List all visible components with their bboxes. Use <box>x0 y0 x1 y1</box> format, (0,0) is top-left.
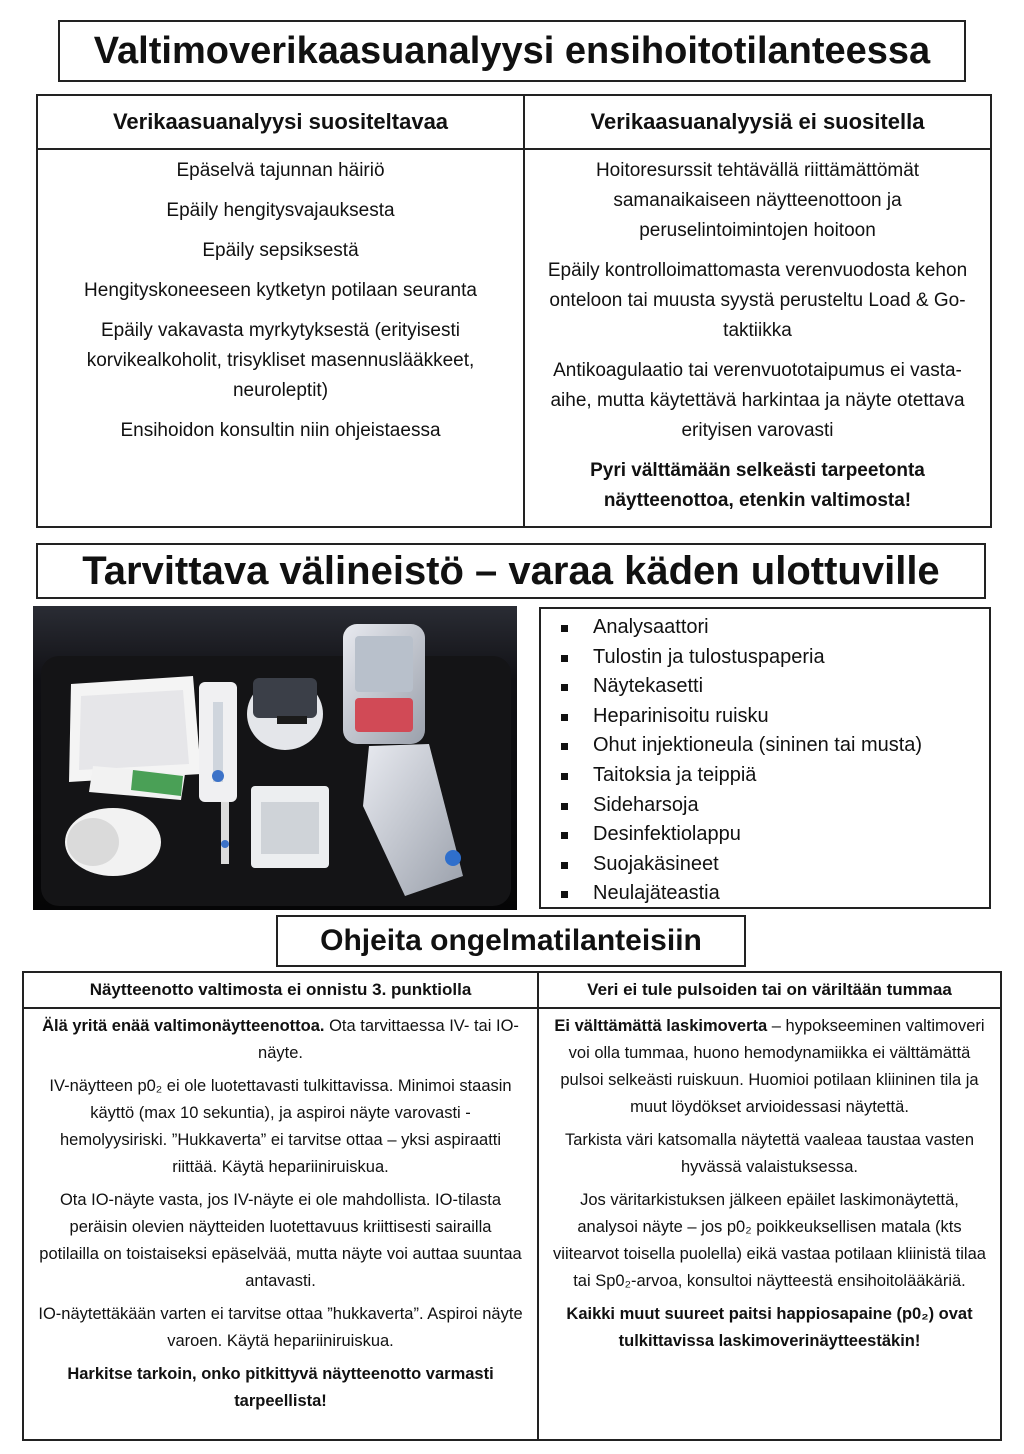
recommended-item: Epäselvä tajunnan häiriö <box>176 160 385 181</box>
equipment-item: Sideharsoja <box>551 791 979 821</box>
dark-blood-column <box>539 973 1000 1439</box>
recommended-item: Epäily vakavasta myrkytyksestä (erityisesti korvikealkoholit, trisykliset masennuslääkkeet, neuroleptit) <box>86 320 475 401</box>
failed-puncture-lead-rest: Ota tarvittaessa IV- tai IO-näyte. <box>258 1017 519 1062</box>
dark-blood-lead: Ei välttämättä laskimoverta <box>554 1017 768 1035</box>
recommended-heading: Verikaasuanalyysi suositeltavaa <box>38 96 523 150</box>
page-title <box>58 20 966 82</box>
recommended-item: Ensihoidon konsultin niin ohjeistaessa <box>120 420 441 441</box>
equipment-item: Suojakäsineet <box>551 850 979 880</box>
failed-puncture-paragraph: IV-näytteen p0₂ ei ole luotettavasti tulkittavissa. Minimoi staasin käyttö (max 10 sekuntia), ja aspiroi näyte varovasti - hemolyysiriski. ”Hukkaverta” ei tarvitse ottaa – yksi aspiraatti riittää. Käytä hepariiniruiskua. <box>49 1077 512 1176</box>
problems-title <box>276 915 746 967</box>
failed-puncture-paragraph: Ota IO-näyte vasta, jos IV-näyte ei ole mahdollista. IO-tilasta peräisin olevien näytteiden luotettavuus kriittisesti sairailla potilailla on toistaiseksi epäselvää, mutta näyte voi auttaa suuntaa antavasti. <box>39 1191 522 1290</box>
not-recommended-heading: Verikaasuanalyysiä ei suositella <box>525 96 990 150</box>
equipment-photo <box>33 606 517 910</box>
equipment-item: Heparinisoitu ruisku <box>551 702 979 732</box>
recommended-item: Hengityskoneeseen kytketyn potilaan seuranta <box>84 280 477 301</box>
dark-blood-text <box>539 1009 1000 1355</box>
equipment-title-text: Tarvittava välineistö – varaa käden ulottuville <box>82 548 940 593</box>
dark-blood-paragraph: Tarkista väri katsomalla näytettä vaaleaa taustaa vasten hyvässä valaistuksessa. <box>564 1131 975 1176</box>
not-recommended-column <box>525 96 990 526</box>
not-recommended-item: Antikoagulaatio tai verenvuototaipumus ei vasta-aihe, mutta käytettävä harkintaa ja näyte otettava erityisen varovasti <box>550 360 965 441</box>
equipment-item: Taitoksia ja teippiä <box>551 761 979 791</box>
not-recommended-list <box>525 150 990 516</box>
recommended-list <box>38 150 523 446</box>
failed-puncture-warning: Harkitse tarkoin, onko pitkittyvä näytteenotto varmasti tarpeellista! <box>67 1365 494 1410</box>
failed-puncture-paragraph <box>38 1013 523 1067</box>
problems-table <box>22 971 1002 1441</box>
indications-table <box>36 94 992 528</box>
dark-blood-lead-rest: – hypokseeminen valtimoveri voi olla tummaa, huono hemodynamiikka ei välttämättä pulsoi selkeästi ruiskuun. Huomioi potilaan kliininen tila ja muut löydökset arvioidessasi näytettä. <box>560 1017 985 1116</box>
not-recommended-warning: Pyri välttämään selkeästi tarpeetonta näytteenottoa, etenkin valtimosta! <box>590 460 925 511</box>
dark-blood-paragraph <box>553 1013 986 1121</box>
failed-puncture-paragraph: IO-näytettäkään varten ei tarvitse ottaa ”hukkaverta”. Aspiroi näyte varoen. Käytä hepariiniruiskua. <box>38 1305 523 1350</box>
equipment-photo-illustration <box>33 606 517 910</box>
dark-blood-paragraph: Jos väritarkistuksen jälkeen epäilet laskimonäytettä, analysoi näyte – jos p0₂ poikkeuksellisen matala (kts viitearvot toisella puolella) eikä vastaa potilaan kliinistä tilaa tai Sp0₂-arvoa, konsultoi näytteestä ensihoitolääkäriä. <box>553 1191 986 1290</box>
recommended-item: Epäily hengitysvajauksesta <box>166 200 395 221</box>
equipment-item: Desinfektiolappu <box>551 820 979 850</box>
equipment-item: Tulostin ja tulostuspaperia <box>551 643 979 673</box>
dark-blood-heading: Veri ei tule pulsoiden tai on väriltään tummaa <box>539 973 1000 1009</box>
failed-puncture-lead: Älä yritä enää valtimonäytteenottoa. <box>42 1017 325 1035</box>
page-title-text: Valtimoverikaasuanalyysi ensihoitotilanteessa <box>93 29 931 72</box>
not-recommended-item: Epäily kontrolloimattomasta verenvuodosta kehon onteloon tai muusta syystä perusteltu Load & Go-taktiikka <box>547 260 968 341</box>
failed-puncture-column <box>24 973 539 1439</box>
dark-blood-warning: Kaikki muut suureet paitsi happiosapaine (p0₂) ovat tulkittavissa laskimoverinäytteestäkin! <box>566 1305 973 1350</box>
recommended-item: Epäily sepsiksestä <box>202 240 359 261</box>
equipment-item: Näytekasetti <box>551 672 979 702</box>
failed-puncture-heading: Näytteenotto valtimosta ei onnistu 3. punktiolla <box>24 973 537 1009</box>
failed-puncture-text <box>24 1009 537 1415</box>
equipment-title <box>36 543 986 599</box>
equipment-item: Ohut injektioneula (sininen tai musta) <box>551 731 979 761</box>
equipment-list <box>539 607 991 909</box>
recommended-column <box>38 96 525 526</box>
not-recommended-item: Hoitoresurssit tehtävällä riittämättömät samanaikaiseen näytteenottoon ja peruselintoimintojen hoitoon <box>595 160 920 241</box>
equipment-item: Analysaattori <box>551 613 979 643</box>
equipment-item: Neulajäteastia <box>551 879 979 909</box>
problems-title-text: Ohjeita ongelmatilanteisiin <box>320 924 702 957</box>
